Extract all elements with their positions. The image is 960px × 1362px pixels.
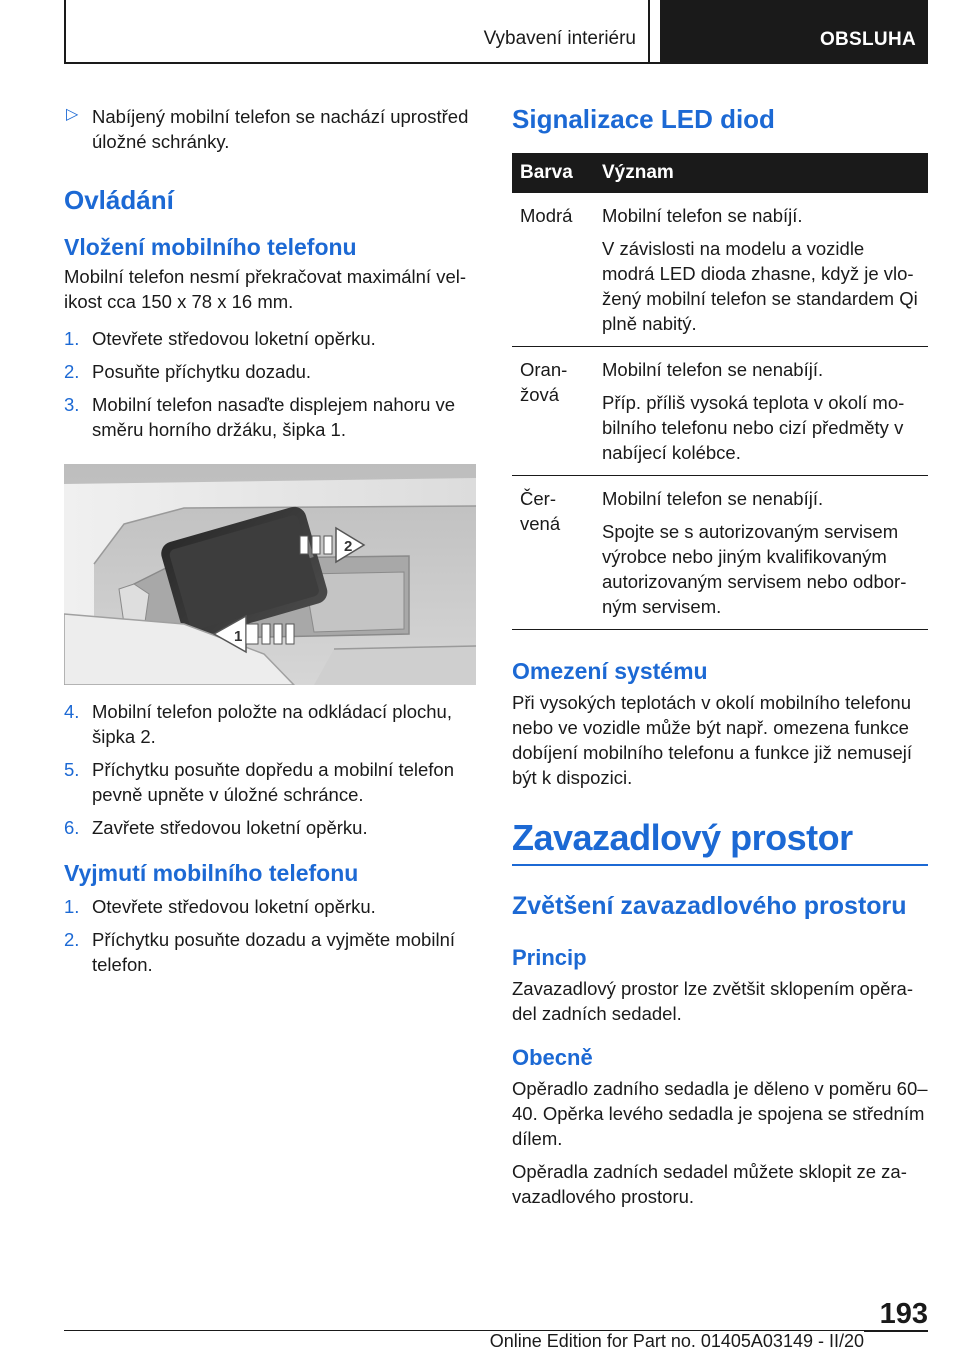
heading-insert-phone: Vložení mobilního telefonu <box>64 234 357 260</box>
result-text: Nabíjený mobilní telefon se nachází uprostřed úložné schránky. <box>92 106 469 152</box>
limits-text: Při vysokých teplotách v okolí mobilního telefonu nebo ve vozidle může být např. omezena funkce dobíjení mobilního telefonu a funkce již nemusejí být k dispozici. <box>512 692 913 788</box>
heading-system-limits: Omezení systému <box>512 658 708 684</box>
insert-intro: Mobilní telefon nesmí překračovat maximální velikost cca 150 x 78 x 16 mm. <box>64 266 467 312</box>
heading-led-signals: Signalizace LED diod <box>512 104 775 134</box>
table-cell-color: Modrá <box>512 193 594 347</box>
result-note <box>64 104 476 154</box>
table-header-meaning: Význam <box>594 153 928 193</box>
table-header-row <box>512 153 928 193</box>
svg-text:1: 1 <box>234 628 243 645</box>
section-rule <box>512 864 928 866</box>
list-item: 4. Mobilní telefon položte na odkládací plochu, šipka 2. <box>64 701 452 747</box>
right-column <box>512 100 928 1209</box>
table-cell-meaning: Mobilní telefon se nenabíjí. Příp. příliš vysoká teplota v okolí mobilního telefonu nebo cizí předměty v nabíjecí kolébce. <box>594 347 928 476</box>
table-cell-color: Červená <box>512 476 594 630</box>
table-row <box>512 193 928 347</box>
page-number: 193 <box>879 1298 928 1330</box>
list-item: 5. Příchytku posuňte dopředu a mobilní telefon pevně upněte v úložné schránce. <box>64 759 455 805</box>
steps-remove <box>64 894 476 977</box>
table-cell-meaning: Mobilní telefon se nabíjí. V závislosti na modelu a vozidle modrá LED dioda zhasne, když je vložený mobilní telefon se standardem Qi plně nabitý. <box>594 193 928 347</box>
steps-insert <box>64 326 476 442</box>
table-header-color: Barva <box>512 153 594 193</box>
header-chapter-tab: OBSLUHA <box>660 0 928 64</box>
table-row <box>512 476 928 630</box>
footer-rule-bold <box>864 1330 928 1332</box>
led-table <box>512 153 928 630</box>
heading-principle: Princip <box>512 945 587 970</box>
general-text-1: Opěradlo zadního sedadla je děleno v poměru 60–40. Opěrka levého sedadla je spojena se středním dílem. <box>512 1078 928 1149</box>
steps-place <box>64 699 476 840</box>
table-cell-color: Oranžová <box>512 347 594 476</box>
list-item: 6. Zavřete středovou loketní opěrku. <box>64 817 368 838</box>
list-item: 2. Posuňte příchytku dozadu. <box>64 361 312 382</box>
list-item: 3. Mobilní telefon nasaďte displejem nahoru ve směru horního držáku, šipka 1. <box>64 394 456 440</box>
heading-general: Obecně <box>512 1045 593 1070</box>
left-column <box>64 100 476 985</box>
heading-enlarge-luggage: Zvětšení zavazadlového prostoru <box>512 892 907 920</box>
heading-luggage-compartment: Zavazadlový prostor <box>512 817 853 858</box>
list-item: 1. Otevřete středovou loketní opěrku. <box>64 328 376 349</box>
principle-text: Zavazadlový prostor lze zvětšit sklopením opěradel zadních sedadel. <box>512 978 914 1024</box>
list-item: 1. Otevřete středovou loketní opěrku. <box>64 896 376 917</box>
header-divider-middle <box>648 0 650 64</box>
result-triangle-icon: ▷ <box>66 106 79 123</box>
svg-text:2: 2 <box>344 538 353 555</box>
header-section-title: Vybavení interiéru <box>483 28 636 49</box>
footer-edition: Online Edition for Part no. 01405A03149 - II/20 <box>489 1331 864 1351</box>
general-text-2: Opěradla zadních sedadel můžete sklopit ze zavazadlového prostoru. <box>512 1161 907 1207</box>
heading-operation: Ovládání <box>64 185 174 215</box>
table-row <box>512 347 928 476</box>
phone-tray-drawing <box>64 464 476 685</box>
table-cell-meaning: Mobilní telefon se nenabíjí. Spojte se s autorizovaným servisem výrobce nebo jiným kvalifikovaným autorizovaným servisem nebo odborným servisem. <box>594 476 928 630</box>
heading-remove-phone: Vyjmutí mobilního telefonu <box>64 860 359 886</box>
list-item: 2. Příchytku posuňte dozadu a vyjměte mobilní telefon. <box>64 929 455 975</box>
phone-tray-illustration <box>64 464 476 685</box>
